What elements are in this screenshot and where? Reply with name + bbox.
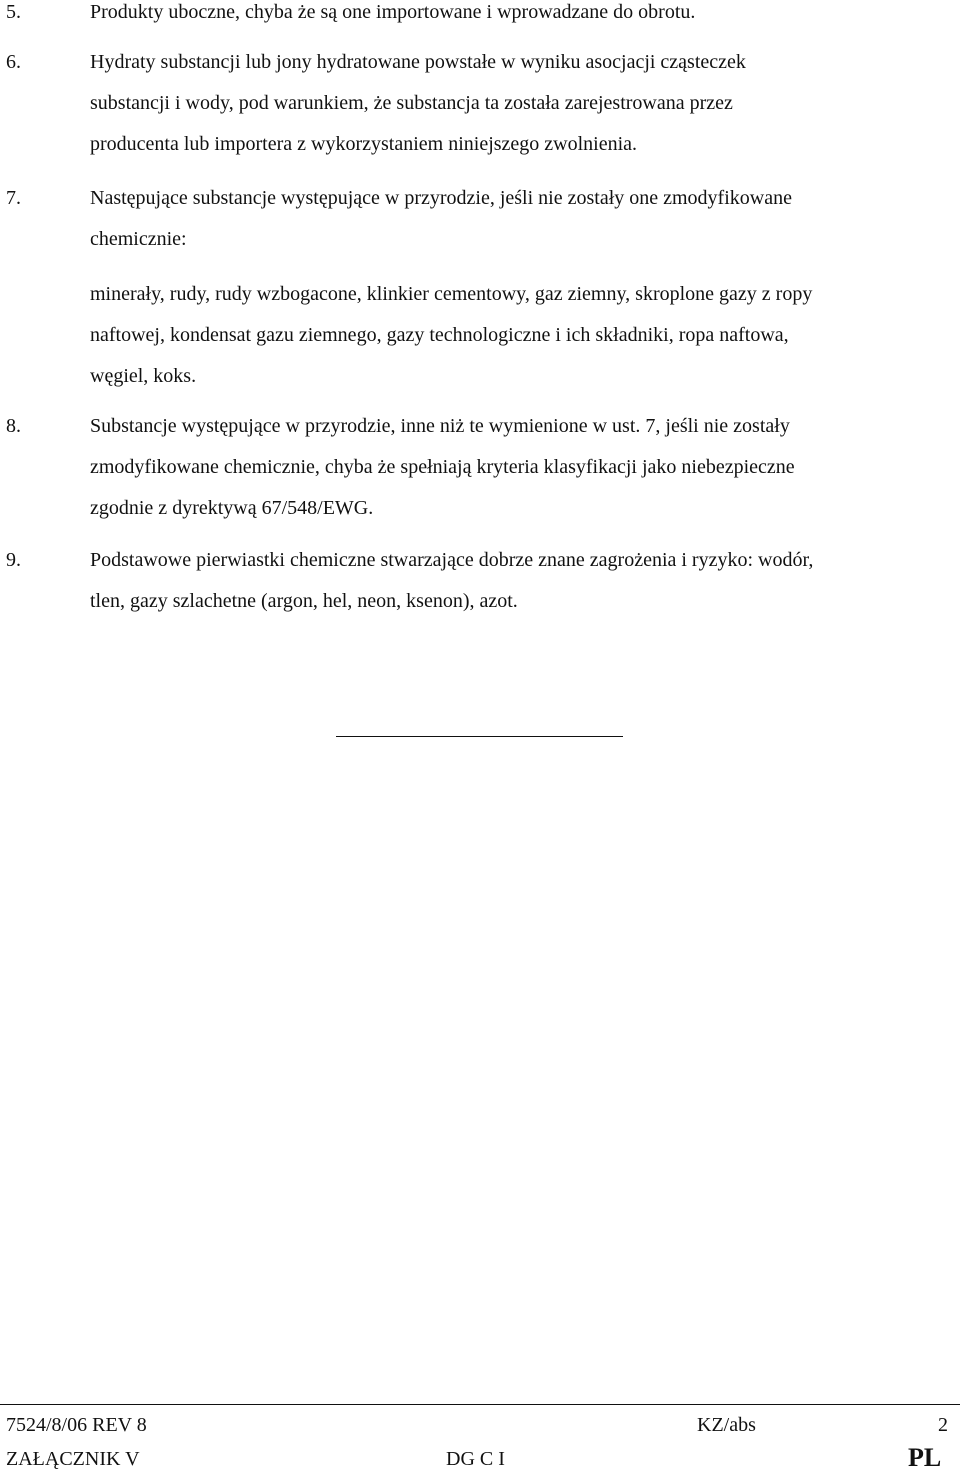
footer-document-code: 7524/8/06 REV 8: [6, 1414, 147, 1436]
text-line: zmodyfikowane chemicznie, chyba że spełniają kryteria klasyfikacji jako niebezpieczne: [90, 456, 795, 478]
text-line: zgodnie z dyrektywą 67/548/EWG.: [90, 497, 374, 519]
text-line: Następujące substancje występujące w przyrodzie, jeśli nie zostały one zmodyfikowane: [90, 187, 792, 209]
sub-text-line: węgiel, koks.: [90, 365, 197, 387]
footer-language: PL: [908, 1443, 942, 1472]
item-number: 5.: [6, 1, 21, 23]
end-divider: [336, 736, 623, 737]
footer-dg: DG C I: [446, 1448, 505, 1470]
text-line: Hydraty substancji lub jony hydratowane powstałe w wyniku asocjacji cząsteczek: [90, 51, 746, 73]
text-line: chemicznie:: [90, 228, 187, 250]
footer-annex: ZAŁĄCZNIK V: [6, 1448, 140, 1470]
item-text: [90, 406, 956, 529]
item-number: 6.: [6, 51, 21, 73]
text-line: substancji i wody, pod warunkiem, że substancja ta została zarejestrowana przez: [90, 92, 733, 114]
footer-rule: [0, 1404, 960, 1405]
item-number: 8.: [6, 415, 21, 437]
item-text: [90, 42, 956, 165]
footer-page-number: 2: [938, 1414, 948, 1436]
item-number: 7.: [6, 187, 21, 209]
item-text: [90, 178, 956, 397]
text-line: producenta lub importera z wykorzystaniem niniejszego zwolnienia.: [90, 133, 638, 155]
sub-text-line: minerały, rudy, rudy wzbogacone, klinkier cementowy, gaz ziemny, skroplone gazy z ropy: [90, 283, 813, 305]
text-line: tlen, gazy szlachetne (argon, hel, neon, ksenon), azot.: [90, 590, 518, 612]
item-number: 9.: [6, 549, 21, 571]
text-line: Produkty uboczne, chyba że są one importowane i wprowadzane do obrotu.: [90, 1, 696, 23]
text-line: Podstawowe pierwiastki chemiczne stwarzające dobrze znane zagrożenia i ryzyko: wodór,: [90, 549, 814, 571]
footer-author: KZ/abs: [697, 1414, 756, 1436]
sub-text-line: naftowej, kondensat gazu ziemnego, gazy technologiczne i ich składniki, ropa naftowa,: [90, 324, 789, 346]
item-text: [90, 0, 956, 33]
text-line: Substancje występujące w przyrodzie, inne niż te wymienione w ust. 7, jeśli nie zostały: [90, 415, 790, 437]
item-text: [90, 540, 956, 622]
